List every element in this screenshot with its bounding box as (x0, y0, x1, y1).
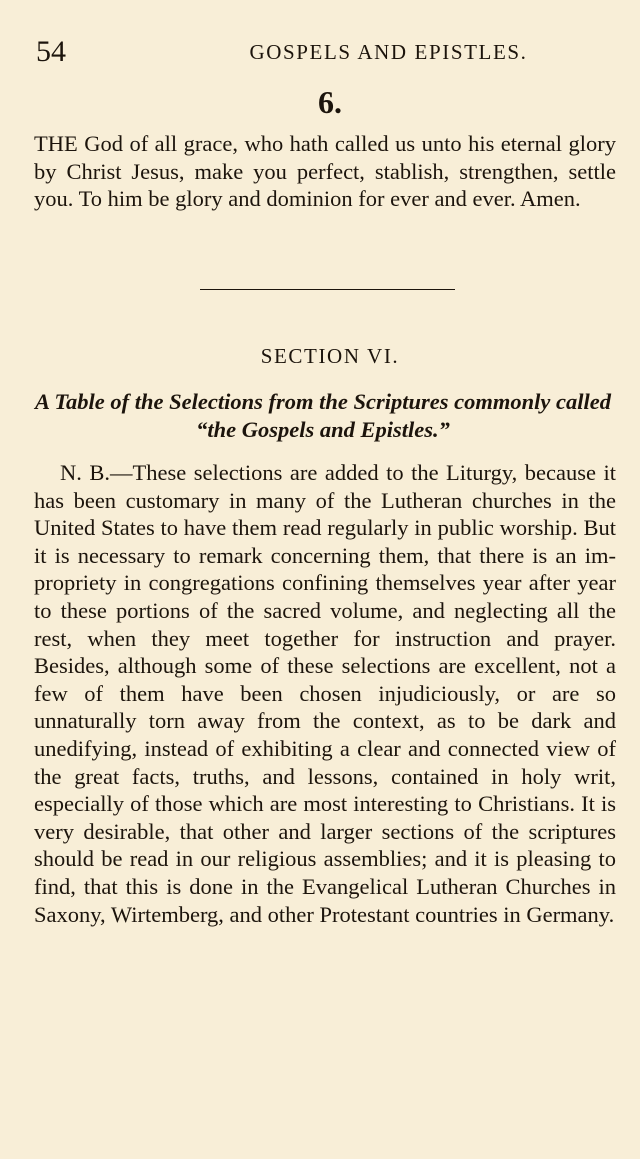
note-paragraph: N. B.—These selections are added to the Liturgy, because it has been customary in many of the Lutheran churches in the United States to have them read regularly in public worship. But it is necessary to remark concerning them, that there is an impropriety in congregations confining themselves year after year to these portions of the sacred volume, and neglecting all the rest, when they meet together for instruction and prayer. Besides, although some of these selections are excellent, not a few of them have been chosen injudiciously, or are so unnaturally torn away from the context, as to be dark and unedifying, instead of exhibiting a clear and connected view of the great facts, truths, and lessons, contained in holy writ, especially of those which are most interesting to Christians. It is very desirable, that other and larger sections of the scriptures should be read in our religious assemblies; and it is pleasing to find, that this is done in the Evangelical Lutheran Churches in Saxony, Wirtemberg, and other Protestant countries in Germany. (34, 460, 616, 927)
section-subtitle: A Table of the Selections from the Scriptures commonly called “the Gospels and Epistles.” (34, 389, 612, 442)
section-divider (200, 289, 455, 290)
section-heading: SECTION VI. (260, 344, 400, 368)
epistle-paragraph: THE God of all grace, who hath called us unto his eternal glory by Christ Jesus, make you perfect, stablish, strengthen, settle you. To him be glory and dominion for ever and ever. Amen. (34, 131, 616, 212)
item-number: 6. (318, 84, 342, 120)
running-head: GOSPELS AND EPISTLES. (249, 40, 528, 64)
page-header (36, 32, 611, 72)
page-number: 54 (36, 35, 66, 68)
